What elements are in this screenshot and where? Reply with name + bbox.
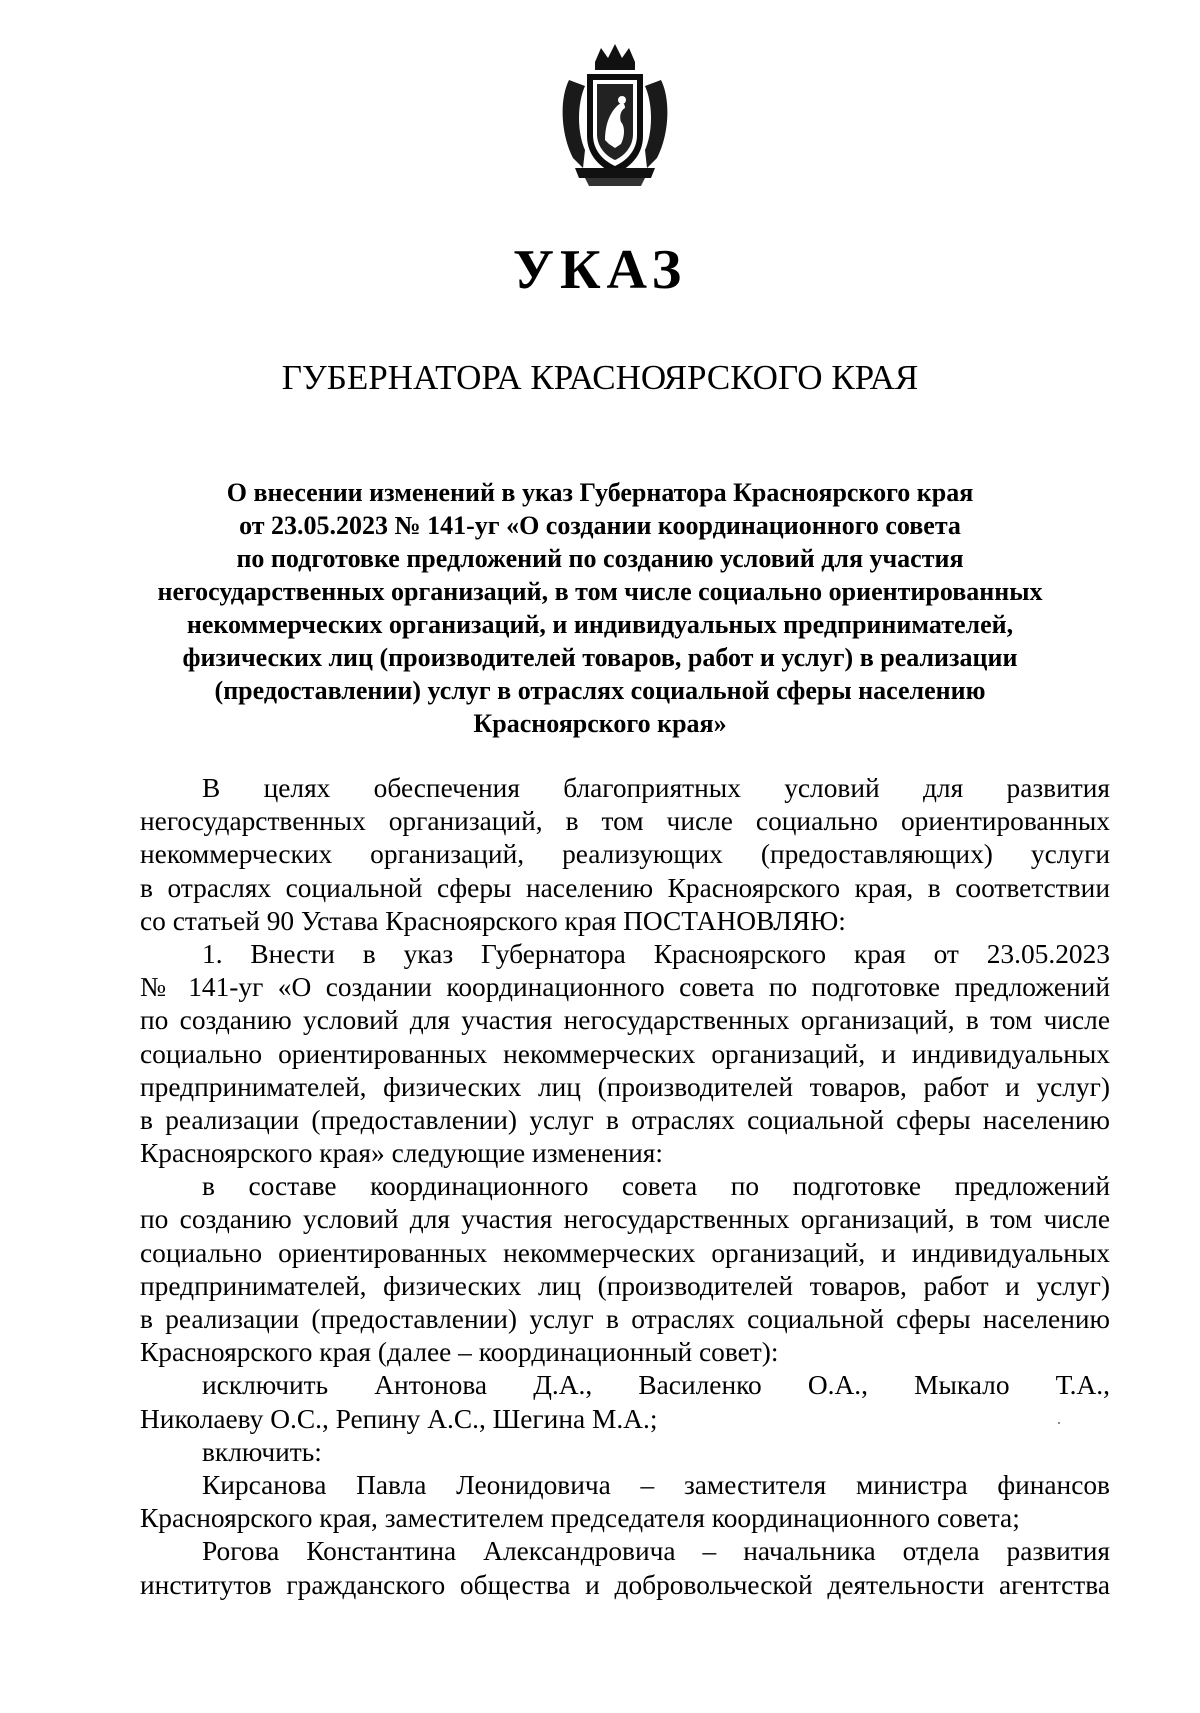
body-line: по созданию условий для участия негосударственных организаций, в том числе bbox=[140, 1204, 1110, 1235]
body-line: включить: bbox=[202, 1436, 322, 1467]
body-line: В целях обеспечения благоприятных условий для развития bbox=[202, 773, 1110, 803]
heading-line: по подготовке предложений по созданию условий для участия bbox=[236, 544, 964, 573]
body-line: предпринимателей, физических лиц (производителей товаров, работ и услуг) bbox=[140, 1071, 1110, 1102]
body-line: по созданию условий для участия негосударственных организаций, в том числе bbox=[140, 1005, 1110, 1036]
heading-line: (предоставлении) услуг в отраслях социальной сферы населению bbox=[214, 676, 986, 705]
body-line: в составе координационного совета по подготовке предложений bbox=[202, 1171, 1110, 1202]
body-line: Красноярского края, заместителем председателя координационного совета; bbox=[140, 1503, 1020, 1534]
body-line: институтов гражданского общества и добровольческой деятельности агентства bbox=[140, 1569, 1110, 1600]
body-line: негосударственных организаций, в том числе социально ориентированных bbox=[140, 806, 1110, 837]
body-line: № 141-уг «О создании координационного совета по подготовке предложений bbox=[140, 972, 1110, 1003]
body-line: в реализации (предоставлении) услуг в отраслях социальной сферы населению bbox=[140, 1304, 1110, 1334]
body-line: в реализации (предоставлении) услуг в отраслях социальной сферы населению bbox=[140, 1104, 1110, 1135]
body-line: со статьей 90 Устава Красноярского края ПОСТАНОВЛЯЮ: bbox=[140, 905, 846, 936]
document-title: УКАЗ bbox=[512, 239, 688, 301]
heading-line: некоммерческих организаций, и индивидуальных предпринимателей, bbox=[186, 610, 1014, 639]
body-line: Красноярского края» следующие изменения: bbox=[140, 1138, 663, 1169]
body-line: исключить Антонова Д.А., Василенко О.А., Мыкало Т.А., bbox=[202, 1370, 1110, 1401]
decree-heading bbox=[120, 476, 1080, 740]
coat-of-arms-emblem bbox=[555, 40, 675, 190]
heading-line: Красноярского края» bbox=[473, 709, 727, 738]
body-line: социально ориентированных некоммерческих организаций, и индивидуальных bbox=[140, 1237, 1110, 1268]
body-line: некоммерческих организаций, реализующих (предоставляющих) услуги bbox=[140, 839, 1110, 870]
body-line: социально ориентированных некоммерческих организаций, и индивидуальных bbox=[140, 1038, 1110, 1069]
body-line: Кирсанова Павла Леонидовича – заместителя министра финансов bbox=[202, 1469, 1110, 1500]
body-line: 1. Внести в указ Губернатора Красноярского края от 23.05.2023 bbox=[202, 938, 1110, 969]
body-line: Николаеву О.С., Репину А.С., Шегина М.А.; bbox=[140, 1403, 658, 1434]
decree-body bbox=[140, 772, 1110, 1602]
document-subtitle: ГУБЕРНАТОРА КРАСНОЯРСКОГО КРАЯ bbox=[281, 358, 919, 397]
heading-line: от 23.05.2023 № 141-уг «О создании координационного совета bbox=[239, 511, 961, 540]
heading-line: физических лиц (производителей товаров, работ и услуг) в реализации bbox=[182, 643, 1018, 672]
body-line: Рогова Константина Александровича – начальника отдела развития bbox=[202, 1536, 1110, 1567]
body-line: в отраслях социальной сферы населению Красноярского края, в соответствии bbox=[140, 872, 1110, 903]
body-line: предпринимателей, физических лиц (производителей товаров, работ и услуг) bbox=[140, 1270, 1110, 1301]
heading-line: О внесении изменений в указ Губернатора Красноярского края bbox=[226, 478, 974, 507]
heading-line: негосударственных организаций, в том числе социально ориентированных bbox=[157, 577, 1043, 606]
scan-speck bbox=[1058, 1422, 1060, 1424]
body-line: Красноярского края (далее – координационный совет): bbox=[140, 1337, 779, 1368]
